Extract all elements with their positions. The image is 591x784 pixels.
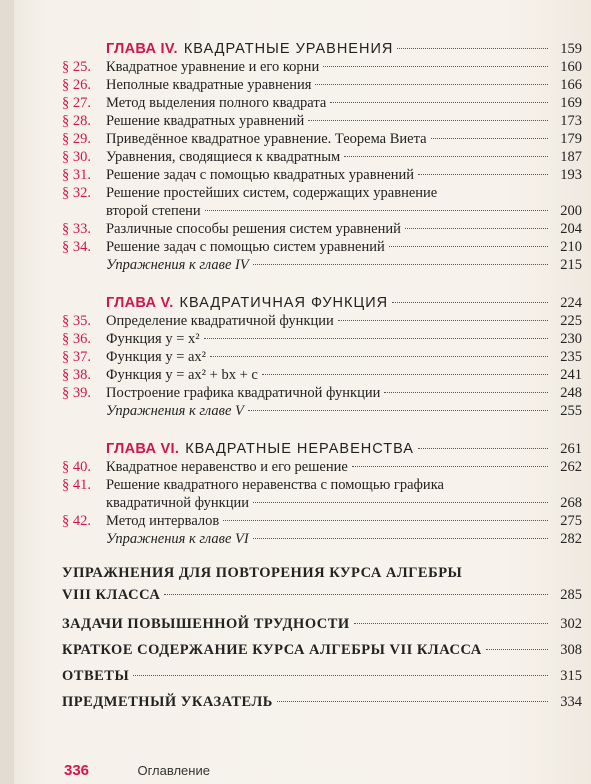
chapter-title: КВАДРАТНЫЕ НЕРАВЕНСТВА	[185, 441, 414, 457]
page-number: 224	[560, 295, 582, 311]
page-number: 261	[560, 441, 582, 457]
toc-entry	[62, 638, 582, 662]
section-number: § 37.	[62, 349, 91, 365]
section-number: § 31.	[62, 167, 91, 183]
toc-entry	[62, 130, 582, 148]
section-number: § 33.	[62, 221, 91, 237]
section-number: § 27.	[62, 95, 91, 111]
toc-entry	[62, 112, 582, 130]
page-number: 187	[560, 149, 582, 165]
toc-entry	[62, 184, 582, 220]
dot-leader	[338, 320, 548, 321]
entry-title: Определение квадратичной функции	[106, 313, 334, 329]
section-number: § 32.	[62, 185, 91, 201]
section-number: § 29.	[62, 131, 91, 147]
exercises-entry	[62, 256, 582, 274]
toc-entry	[62, 312, 582, 330]
chapter-label: ГЛАВА VI.	[106, 441, 180, 457]
page-number: 215	[560, 257, 582, 273]
entry-title: Решение задач с помощью квадратных уравнений	[106, 167, 415, 183]
toc-entry	[62, 166, 582, 184]
toc-entry	[62, 612, 582, 636]
chapter-title: КВАДРАТИЧНАЯ ФУНКЦИЯ	[179, 295, 389, 311]
dot-leader	[205, 210, 548, 211]
toc-entry	[62, 220, 582, 238]
section-number: § 28.	[62, 113, 91, 129]
entry-title: Построение графика квадратичной функции	[106, 385, 381, 401]
page-number: 302	[560, 616, 582, 632]
entry-title: Решение простейших систем, содержащих уравнение	[106, 185, 438, 201]
dot-leader	[418, 174, 548, 175]
toc-entry	[62, 238, 582, 256]
toc-entry	[62, 384, 582, 402]
page-number: 262	[560, 459, 582, 475]
section-number: § 40.	[62, 459, 91, 475]
toc-entry	[62, 512, 582, 530]
section-number: § 26.	[62, 77, 91, 93]
toc-entry	[62, 366, 582, 384]
chapter-label: ГЛАВА IV.	[106, 41, 178, 57]
toc-entry	[62, 94, 582, 112]
page-edge	[0, 0, 14, 784]
dot-leader	[315, 84, 548, 85]
entry-title: Упражнения к главе V	[106, 403, 244, 419]
page-number: 230	[560, 331, 582, 347]
page-number: 193	[560, 167, 582, 183]
entry-title: Уравнения, сводящиеся к квадратным	[106, 149, 341, 165]
page-number: 169	[560, 95, 582, 111]
dot-leader	[344, 156, 548, 157]
dot-leader	[397, 48, 548, 49]
toc-entry	[62, 690, 582, 714]
entry-title-continued: VIII КЛАССА	[62, 587, 161, 603]
dot-leader	[253, 264, 548, 265]
entry-title: Различные способы решения систем уравнений	[106, 221, 401, 237]
section-number: § 30.	[62, 149, 91, 165]
section-number: § 38.	[62, 367, 91, 383]
entry-title: Метод интервалов	[106, 513, 220, 529]
chapter-title: КВАДРАТНЫЕ УРАВНЕНИЯ	[183, 41, 394, 57]
page-number: 308	[560, 642, 582, 658]
entry-title: УПРАЖНЕНИЯ ДЛЯ ПОВТОРЕНИЯ КУРСА АЛГЕБРЫ	[62, 565, 463, 581]
dot-leader	[248, 410, 548, 411]
dot-leader	[389, 246, 548, 247]
page-number: 179	[560, 131, 582, 147]
page-number: 173	[560, 113, 582, 129]
entry-title: Неполные квадратные уравнения	[106, 77, 312, 93]
exercises-entry	[62, 530, 582, 548]
dot-leader	[431, 138, 548, 139]
chapter-heading	[62, 40, 582, 58]
entry-title-continued: квадратичной функции	[106, 495, 249, 511]
entry-title: Упражнения к главе IV	[106, 257, 249, 273]
page-number: 282	[560, 531, 582, 547]
dot-leader	[392, 302, 548, 303]
chapter-label: ГЛАВА V.	[106, 295, 174, 311]
page-number: 241	[560, 367, 582, 383]
entry-title: Решение квадратных уравнений	[106, 113, 305, 129]
dot-leader	[418, 448, 548, 449]
dot-leader	[308, 120, 548, 121]
chapter-heading	[62, 294, 582, 312]
page-number: 210	[560, 239, 582, 255]
entry-title: Функция y = ax²	[106, 349, 207, 365]
page-number: 204	[560, 221, 582, 237]
page-number: 275	[560, 513, 582, 529]
dot-leader	[323, 66, 548, 67]
page-number: 159	[560, 41, 582, 57]
final-sections	[62, 562, 582, 714]
entry-title: ПРЕДМЕТНЫЙ УКАЗАТЕЛЬ	[62, 694, 273, 710]
footer-label: Оглавление	[137, 763, 210, 778]
page-number: 200	[560, 203, 582, 219]
dot-leader	[210, 356, 548, 357]
chapter-5	[62, 294, 582, 420]
entry-title: ЗАДАЧИ ПОВЫШЕННОЙ ТРУДНОСТИ	[62, 616, 350, 632]
toc-entry	[62, 476, 582, 512]
entry-title: Решение квадратного неравенства с помощью графика	[106, 477, 444, 493]
toc-entry	[62, 348, 582, 366]
dot-leader	[253, 502, 548, 503]
dot-leader	[204, 338, 548, 339]
toc-entry	[62, 562, 582, 606]
entry-title: Квадратное уравнение и его корни	[106, 59, 320, 75]
dot-leader	[352, 466, 548, 467]
entry-title: Функция y = x²	[106, 331, 200, 347]
footer-page-number: 336	[64, 762, 90, 779]
page-number: 225	[560, 313, 582, 329]
page-number: 255	[560, 403, 582, 419]
exercises-entry	[62, 402, 582, 420]
entry-title: Приведённое квадратное уравнение. Теорема Виета	[106, 131, 427, 147]
entry-title: Метод выделения полного квадрата	[106, 95, 327, 111]
table-of-contents	[62, 40, 582, 714]
page-number: 248	[560, 385, 582, 401]
entry-title: Решение задач с помощью систем уравнений	[106, 239, 385, 255]
page-number: 315	[560, 668, 582, 684]
dot-leader	[164, 594, 548, 595]
page-number: 166	[560, 77, 582, 93]
page-number: 334	[560, 694, 582, 710]
page-number: 235	[560, 349, 582, 365]
entry-title: Упражнения к главе VI	[106, 531, 249, 547]
dot-leader	[223, 520, 548, 521]
dot-leader	[354, 623, 548, 624]
toc-entry	[62, 148, 582, 166]
dot-leader	[253, 538, 548, 539]
section-number: § 41.	[62, 477, 91, 493]
entry-title: ОТВЕТЫ	[62, 668, 130, 684]
section-number: § 35.	[62, 313, 91, 329]
toc-entry	[62, 330, 582, 348]
section-number: § 42.	[62, 513, 91, 529]
section-number: § 34.	[62, 239, 91, 255]
section-number: § 39.	[62, 385, 91, 401]
dot-leader	[330, 102, 548, 103]
entry-title: Квадратное неравенство и его решение	[106, 459, 348, 475]
chapter-4	[62, 40, 582, 274]
dot-leader	[262, 374, 548, 375]
page-number: 160	[560, 59, 582, 75]
toc-entry	[62, 76, 582, 94]
dot-leader	[486, 649, 548, 650]
entry-title: КРАТКОЕ СОДЕРЖАНИЕ КУРСА АЛГЕБРЫ VII КЛАССА	[62, 642, 482, 658]
chapter-6	[62, 440, 582, 548]
section-number: § 25.	[62, 59, 91, 75]
dot-leader	[133, 675, 548, 676]
dot-leader	[384, 392, 548, 393]
toc-entry	[62, 58, 582, 76]
entry-title-continued: второй степени	[106, 203, 201, 219]
toc-entry	[62, 664, 582, 688]
page-number: 268	[560, 495, 582, 511]
page-footer	[64, 762, 210, 780]
page-number: 285	[560, 587, 582, 603]
chapter-heading	[62, 440, 582, 458]
dot-leader	[405, 228, 548, 229]
entry-title: Функция y = ax² + bx + c	[106, 367, 258, 383]
section-number: § 36.	[62, 331, 91, 347]
toc-entry	[62, 458, 582, 476]
dot-leader	[277, 701, 548, 702]
